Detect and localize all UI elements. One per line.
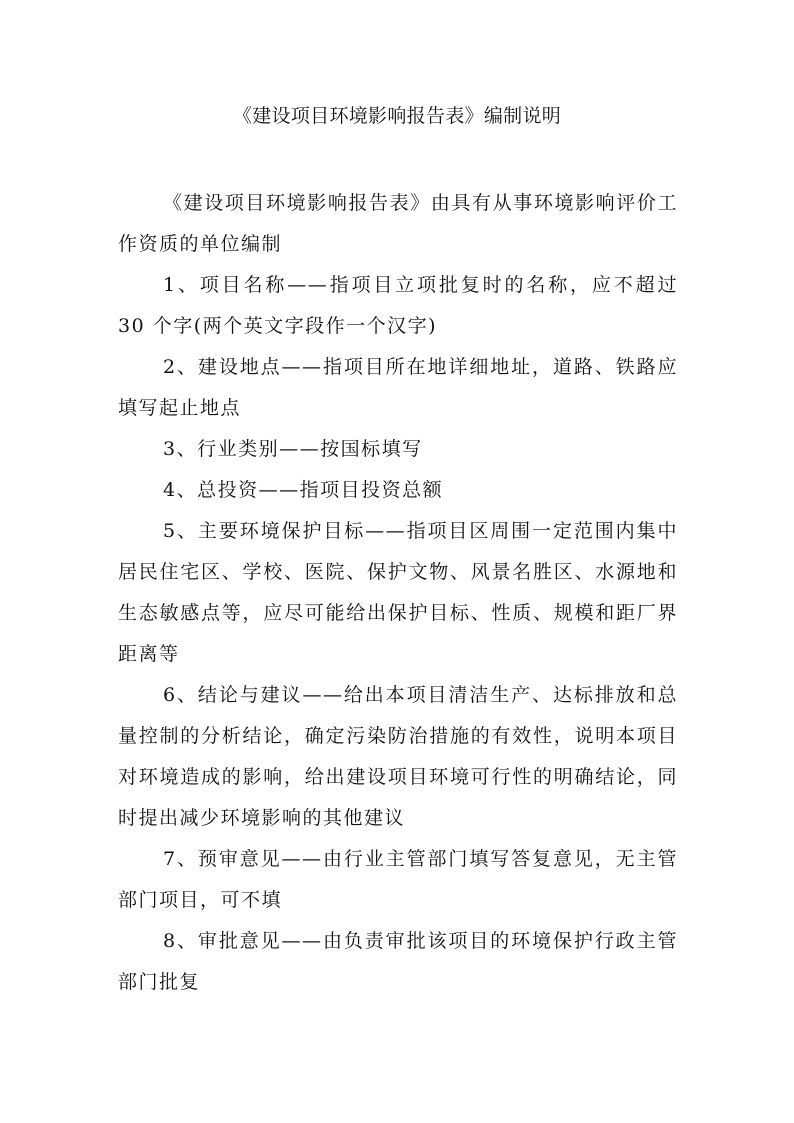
item-project-name: 1、项目名称——指项目立项批复时的名称，应不超过 30 个字(两个英文字段作一个汉字) [118, 274, 678, 337]
intro-paragraph: 《建设项目环境影响报告表》由具有从事环境影响评价工作资质的单位编制 [118, 192, 678, 255]
item-conclusions-suggestions: 6、结论与建议——给出本项目清洁生产、达标排放和总量控制的分析结论，确定污染防治措施的有效性，说明本项目对环境造成的影响，给出建设项目环境可行性的明确结论，同时提出减少环境影响的其他建议 [118, 684, 678, 829]
document-body [118, 183, 678, 1003]
item-preliminary-review: 7、预审意见——由行业主管部门填写答复意见，无主管部门项目，可不填 [118, 848, 678, 911]
item-industry-category: 3、行业类别——按国标填写 [163, 438, 423, 460]
item-protection-targets: 5、主要环境保护目标——指项目区周围一定范围内集中居民住宅区、学校、医院、保护文物、风景名胜区、水源地和生态敏感点等，应尽可能给出保护目标、性质、规模和距厂界距离等 [118, 520, 678, 665]
item-approval-opinion: 8、审批意见——由负责审批该项目的环境保护行政主管部门批复 [118, 930, 678, 993]
item-construction-site: 2、建设地点——指项目所在地详细地址，道路、铁路应填写起止地点 [118, 356, 678, 419]
item-total-investment: 4、总投资——指项目投资总额 [163, 479, 444, 501]
document-title: 《建设项目环境影响报告表》编制说明 [232, 105, 562, 127]
